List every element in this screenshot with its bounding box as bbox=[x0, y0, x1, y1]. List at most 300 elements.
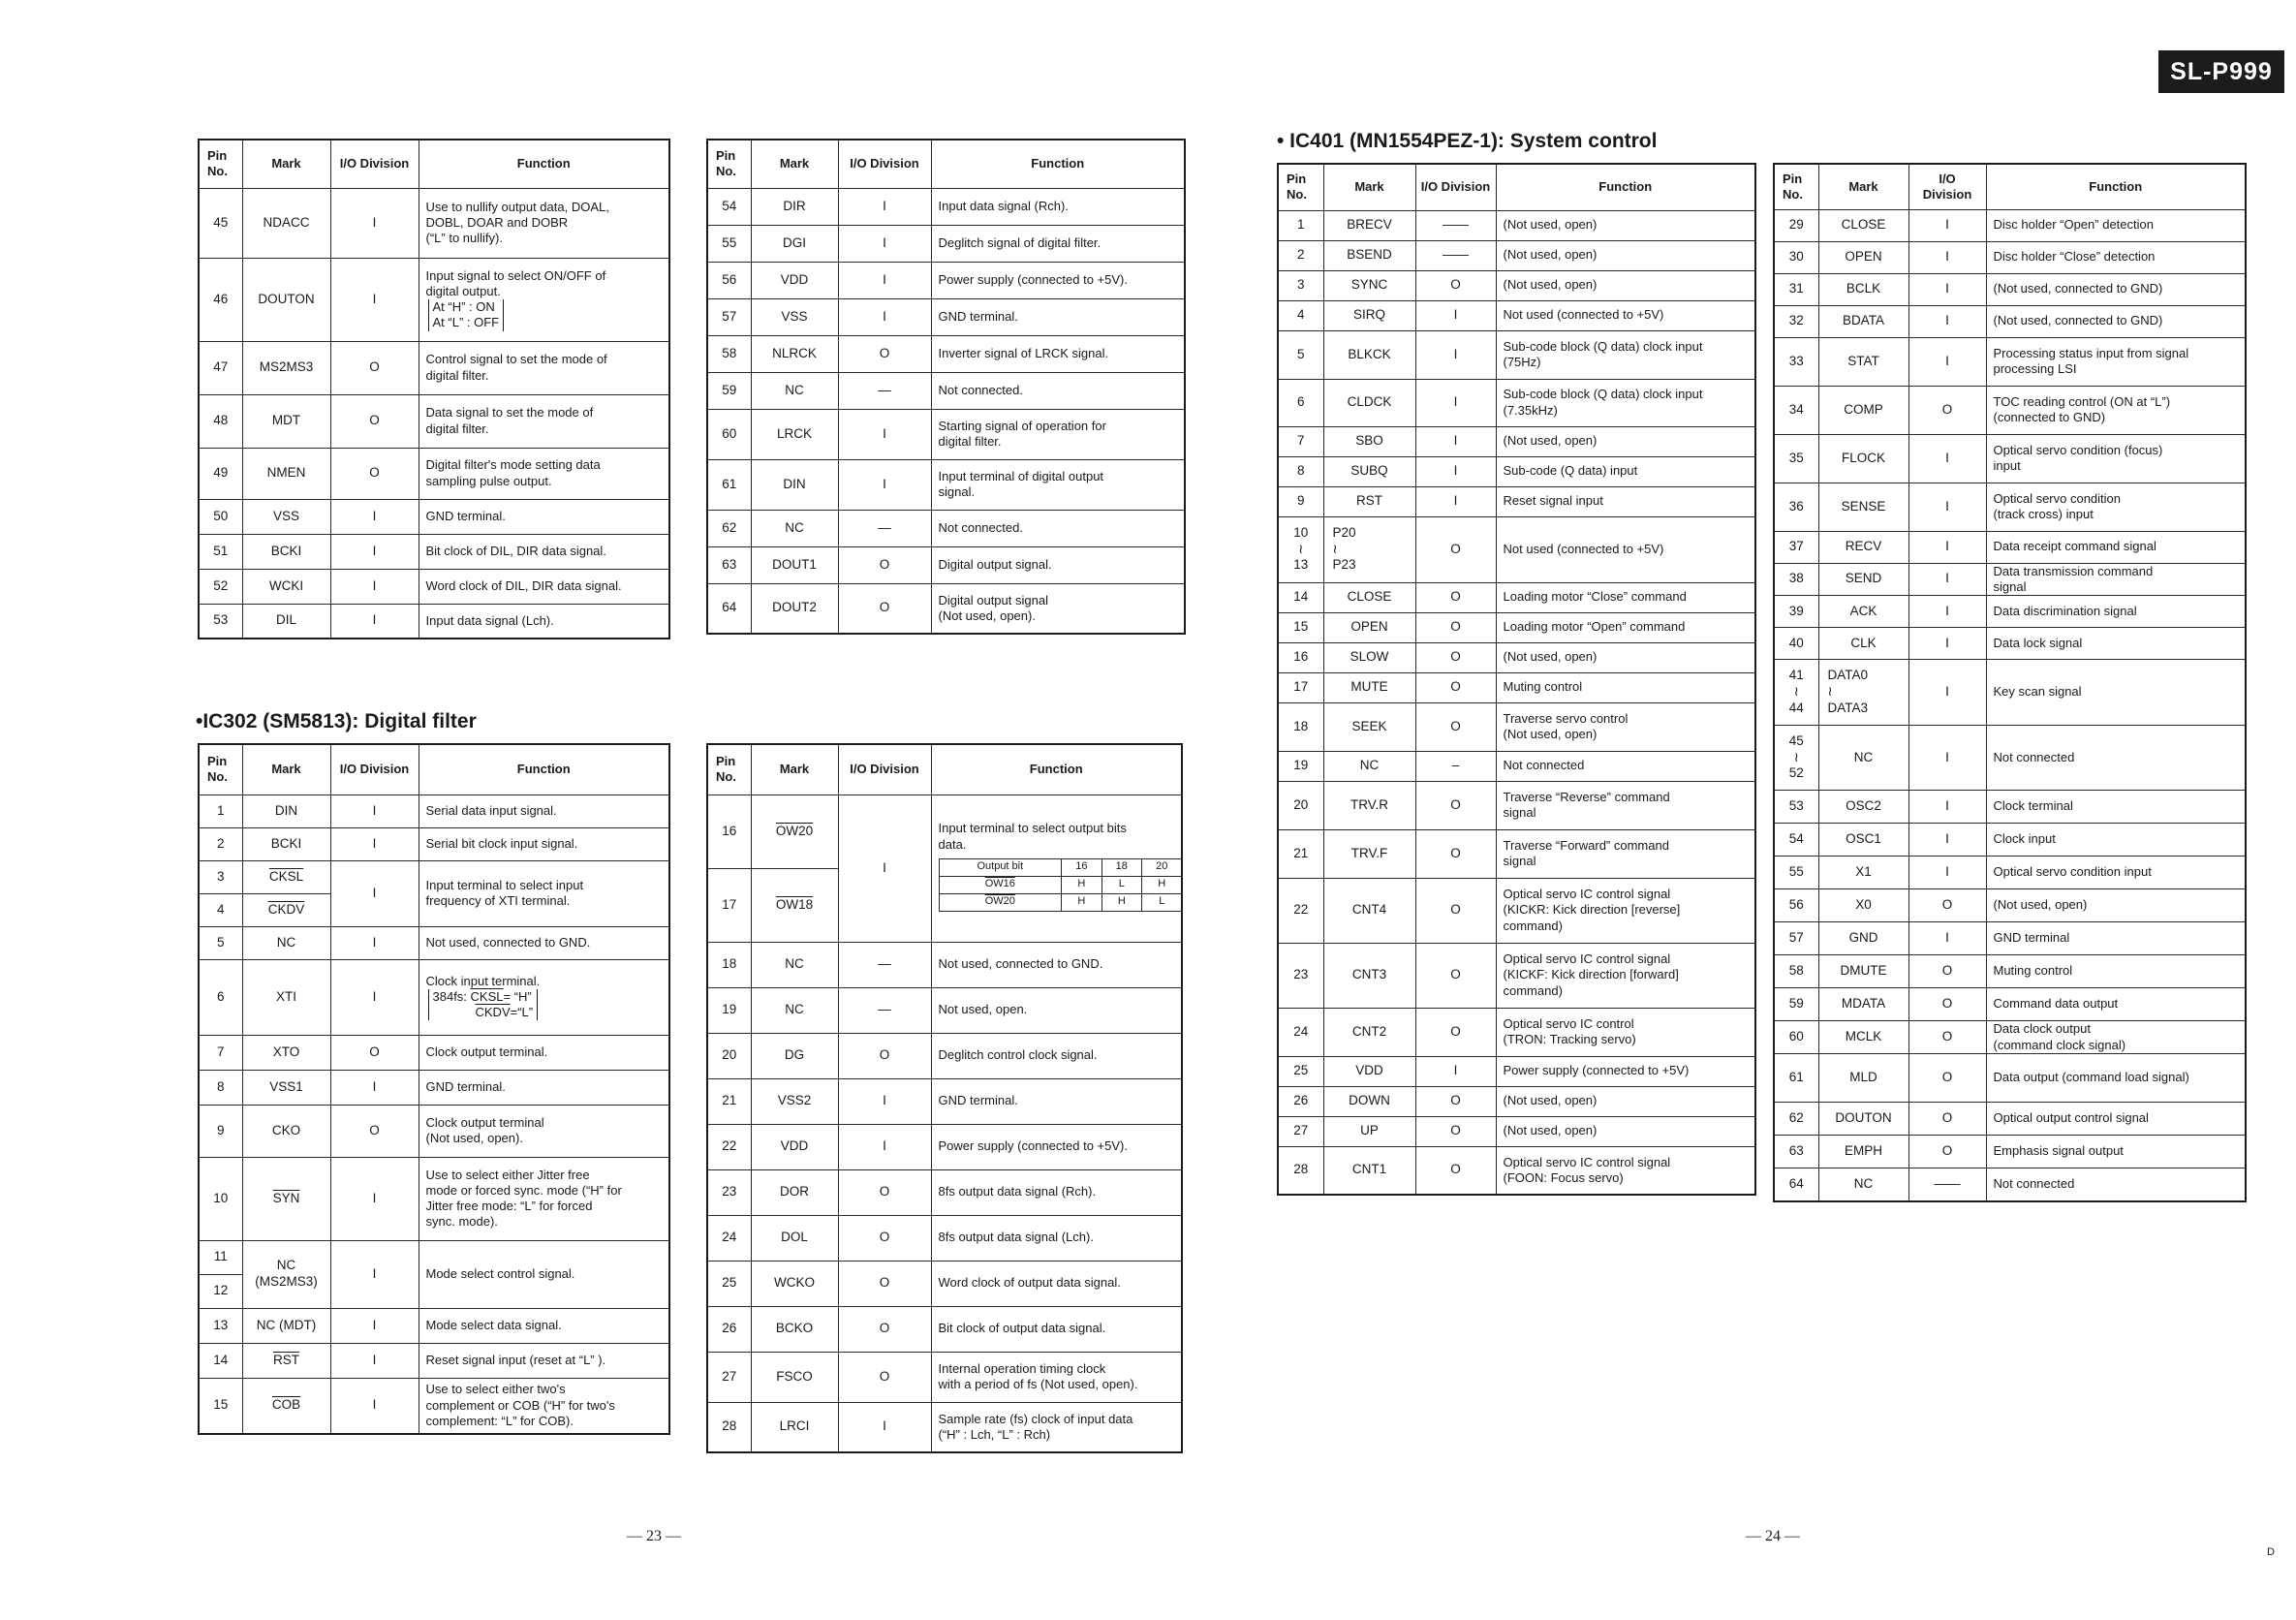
pin-number: 5 bbox=[1296, 346, 1305, 361]
table-body bbox=[1278, 210, 1755, 1195]
io-cell bbox=[330, 959, 419, 1035]
pin-cell bbox=[1278, 210, 1323, 240]
pin-cell bbox=[1278, 1116, 1323, 1146]
io-value: O bbox=[1941, 1029, 1953, 1044]
mark-label: ACK bbox=[1849, 603, 1877, 618]
function-cell bbox=[1496, 612, 1755, 642]
pin-number: 27 bbox=[722, 1368, 737, 1384]
function-cell bbox=[931, 510, 1185, 546]
mark-cell bbox=[1818, 209, 1908, 241]
function-line: Use to nullify output data, DOAL, bbox=[425, 199, 609, 214]
function-cell bbox=[1986, 1168, 2246, 1201]
pin-cell bbox=[707, 409, 751, 459]
pin-cell bbox=[1774, 241, 1818, 273]
table-row bbox=[1774, 596, 2246, 628]
mark-label: DIN bbox=[274, 802, 298, 818]
pin-cell bbox=[199, 534, 242, 569]
function-line: Inverter signal of LRCK signal. bbox=[938, 345, 1109, 360]
function-line: Not connected bbox=[1503, 758, 1585, 773]
pin-cell bbox=[1774, 726, 1818, 791]
function-cell bbox=[1986, 1136, 2246, 1168]
table-row bbox=[1774, 955, 2246, 988]
table-row bbox=[1278, 1146, 1755, 1195]
table-row bbox=[707, 987, 1182, 1033]
mark-label: DOUTON bbox=[1835, 1110, 1892, 1126]
io-cell bbox=[1908, 1103, 1986, 1136]
pin-cell bbox=[1278, 1008, 1323, 1056]
mark-label: BCKO bbox=[775, 1321, 814, 1336]
function-line: signal. bbox=[938, 484, 976, 499]
io-value: I bbox=[1453, 307, 1458, 323]
pin-number: 4 bbox=[216, 901, 225, 917]
function-line: Traverse “Reverse” command bbox=[1503, 789, 1670, 804]
mark-cell bbox=[1323, 751, 1415, 781]
ic302-title: •IC302 (SM5813): Digital filter bbox=[196, 710, 477, 732]
pin-cell bbox=[199, 860, 242, 893]
mark-cell bbox=[751, 942, 838, 987]
function-line: Power supply (connected to +5V) bbox=[1503, 1063, 1690, 1078]
io-value: O bbox=[1450, 541, 1461, 556]
pin-cell bbox=[1774, 1021, 1818, 1054]
io-cell bbox=[1908, 857, 1986, 889]
io-value: O bbox=[369, 1122, 380, 1137]
output-bit-cell: H bbox=[1142, 876, 1182, 893]
io-cell bbox=[1415, 672, 1496, 702]
pin-cell bbox=[1278, 426, 1323, 456]
output-bit-cell: H bbox=[1101, 893, 1141, 911]
io-value: O bbox=[1450, 589, 1461, 605]
io-cell bbox=[1415, 456, 1496, 486]
io-cell bbox=[1415, 781, 1496, 829]
function-line: Digital filter's mode setting data bbox=[425, 457, 601, 473]
function-line: Control signal to set the mode of bbox=[425, 352, 607, 367]
function-cell bbox=[1986, 824, 2246, 857]
table-row bbox=[199, 188, 669, 258]
mark-cell bbox=[1818, 483, 1908, 531]
pin-cell bbox=[1774, 955, 1818, 988]
pin-cell bbox=[1774, 1168, 1818, 1201]
header-mark: Mark bbox=[242, 140, 330, 188]
function-line: Input terminal to select output bits bbox=[938, 821, 1127, 836]
function-line: (Not used, open) bbox=[1503, 277, 1598, 293]
pin-number: 64 bbox=[722, 600, 737, 615]
table-row bbox=[707, 942, 1182, 987]
pin-number: 22 bbox=[722, 1138, 737, 1154]
function-line: with a period of fs (Not used, open). bbox=[938, 1377, 1138, 1391]
table-row bbox=[707, 372, 1185, 409]
function-line: sampling pulse output. bbox=[425, 473, 552, 488]
io-cell bbox=[838, 794, 931, 942]
io-value: O bbox=[1941, 996, 1953, 1012]
pin-number: 56 bbox=[1788, 897, 1804, 913]
io-value: I bbox=[1453, 433, 1458, 449]
function-cell bbox=[1496, 379, 1755, 426]
function-line: Use to select either Jitter free bbox=[425, 1167, 590, 1182]
table-row bbox=[1278, 486, 1755, 516]
function-line: (KICKR: Kick direction [reverse] bbox=[1503, 902, 1681, 918]
range-tilde: ≀ bbox=[1793, 749, 1799, 764]
function-line: mode or forced sync. mode (“H” for bbox=[425, 1182, 622, 1198]
table-row bbox=[1278, 1116, 1755, 1146]
function-line: Sample rate (fs) clock of input data bbox=[938, 1411, 1133, 1426]
mark-label: MUTE bbox=[1350, 679, 1388, 695]
function-line: (“L” to nullify). bbox=[425, 231, 503, 246]
pin-number: 45 bbox=[213, 214, 229, 230]
table-row bbox=[1278, 781, 1755, 829]
mark-label: BLKCK bbox=[1348, 346, 1391, 361]
pin-cell bbox=[707, 987, 751, 1033]
function-line: Optical servo IC control signal bbox=[1503, 951, 1671, 967]
mark-cell bbox=[1323, 330, 1415, 379]
pin-number: 33 bbox=[1788, 353, 1804, 368]
io-value: O bbox=[1450, 845, 1461, 860]
table-row bbox=[707, 262, 1185, 298]
table-row bbox=[1774, 857, 2246, 889]
mark-label: NC bbox=[1853, 1175, 1874, 1191]
mark-label: CLOSE bbox=[1347, 589, 1392, 605]
io-value: I bbox=[1945, 539, 1949, 554]
io-cell bbox=[838, 987, 931, 1033]
function-cell bbox=[419, 394, 669, 448]
pin-cell bbox=[707, 298, 751, 335]
function-cell bbox=[1496, 1116, 1755, 1146]
function-line: (Not used, open) bbox=[1503, 433, 1598, 449]
mark-cell bbox=[1323, 582, 1415, 612]
pin-number: 6 bbox=[1296, 394, 1305, 410]
table-row bbox=[199, 1035, 669, 1070]
table-row bbox=[1278, 1056, 1755, 1086]
io-cell bbox=[838, 459, 931, 510]
pin-cell bbox=[707, 372, 751, 409]
pin-number: 8 bbox=[1296, 463, 1305, 479]
pin-cell bbox=[1774, 273, 1818, 305]
mark-label: SBO bbox=[1355, 433, 1383, 449]
function-line: Not used (connected to +5V) bbox=[1503, 541, 1664, 556]
io-value: O bbox=[1450, 718, 1461, 733]
function-line: input bbox=[1993, 458, 2021, 473]
table-row bbox=[1774, 824, 2246, 857]
mark-cell bbox=[1323, 642, 1415, 672]
pin-number: 63 bbox=[1788, 1143, 1804, 1159]
function-line: Use to select either two's bbox=[425, 1382, 566, 1397]
pin-number: 50 bbox=[213, 508, 229, 523]
pin-cell bbox=[707, 1078, 751, 1124]
table-row bbox=[1278, 582, 1755, 612]
table-row bbox=[1278, 672, 1755, 702]
function-cell bbox=[1986, 241, 2246, 273]
pin-number: 23 bbox=[1293, 967, 1309, 982]
io-cell bbox=[1415, 829, 1496, 878]
function-line: Optical servo condition bbox=[1993, 490, 2122, 506]
pin-cell bbox=[707, 510, 751, 546]
pin-number: 26 bbox=[722, 1321, 737, 1336]
mark-cell bbox=[1818, 889, 1908, 922]
mark-cell bbox=[1818, 1168, 1908, 1201]
page-number-right: — 24 — bbox=[1746, 1528, 1800, 1544]
function-cell bbox=[419, 1157, 669, 1240]
pin-table-b bbox=[706, 139, 1186, 635]
function-cell bbox=[931, 409, 1185, 459]
mark-cell bbox=[242, 604, 330, 639]
function-cell bbox=[419, 258, 669, 341]
function-cell bbox=[931, 583, 1185, 634]
table-header-row bbox=[1278, 164, 1755, 210]
io-cell bbox=[330, 448, 419, 499]
function-cell bbox=[1986, 209, 2246, 241]
header-function: Function bbox=[1496, 164, 1755, 210]
function-cell bbox=[931, 1261, 1182, 1306]
function-line: Data discrimination signal bbox=[1993, 603, 2137, 618]
io-cell bbox=[838, 298, 931, 335]
function-cell bbox=[931, 188, 1185, 225]
mark-cell bbox=[1818, 824, 1908, 857]
function-cell bbox=[419, 1343, 669, 1378]
function-cell bbox=[931, 225, 1185, 262]
io-cell bbox=[1908, 889, 1986, 922]
table-row bbox=[1278, 829, 1755, 878]
mark-label: VSS bbox=[272, 508, 299, 523]
io-cell bbox=[1908, 824, 1986, 857]
io-value: I bbox=[372, 543, 377, 558]
table-row bbox=[1774, 628, 2246, 660]
io-value: O bbox=[879, 1230, 890, 1245]
mark-label: BDATA bbox=[1842, 313, 1884, 328]
table-row bbox=[1278, 751, 1755, 781]
mark-cell bbox=[242, 534, 330, 569]
output-bit-header-cell: 18 bbox=[1101, 858, 1141, 876]
pin-cell bbox=[707, 1402, 751, 1452]
io-value: I bbox=[883, 308, 886, 324]
mark-cell bbox=[1323, 240, 1415, 270]
table-row bbox=[1774, 922, 2246, 955]
function-line: command) bbox=[1503, 918, 1563, 933]
function-cell bbox=[931, 372, 1185, 409]
function-cell bbox=[1986, 483, 2246, 531]
io-cell bbox=[1908, 726, 1986, 791]
function-line: Traverse “Forward” command bbox=[1503, 837, 1669, 853]
io-cell bbox=[838, 510, 931, 546]
mark-label: NC bbox=[785, 382, 804, 397]
function-line: Loading motor “Open” command bbox=[1503, 619, 1686, 635]
pin-number: 3 bbox=[216, 868, 225, 884]
mark-label: NC bbox=[785, 956, 804, 972]
function-line: Reset signal input bbox=[1503, 493, 1603, 509]
function-line: complement: “L” for COB). bbox=[425, 1413, 574, 1428]
io-value: —— bbox=[1934, 1175, 1961, 1191]
function-cell bbox=[1986, 596, 2246, 628]
mark-cell bbox=[1323, 943, 1415, 1008]
table-row bbox=[1278, 330, 1755, 379]
pin-cell bbox=[1278, 582, 1323, 612]
function-line: (Not used, open). bbox=[425, 1131, 523, 1145]
io-cell bbox=[1908, 386, 1986, 434]
pin-number: 19 bbox=[1293, 758, 1309, 773]
mark-label: $\overline{SYN}$ bbox=[272, 1190, 300, 1205]
mark-cell bbox=[1323, 612, 1415, 642]
pin-cell bbox=[1774, 209, 1818, 241]
pin-number: 52 bbox=[213, 577, 229, 593]
pin-cell bbox=[199, 1157, 242, 1240]
function-line: Sub-code block (Q data) clock input bbox=[1503, 387, 1703, 402]
function-line: Data receipt command signal bbox=[1993, 539, 2156, 554]
mark-cell bbox=[751, 1169, 838, 1215]
table-row bbox=[1278, 943, 1755, 1008]
function-line: Not used (connected to +5V) bbox=[1503, 307, 1664, 323]
condition-bracket bbox=[428, 299, 505, 331]
pin-number: 54 bbox=[1788, 831, 1804, 847]
pin-cell bbox=[1278, 702, 1323, 751]
table-row bbox=[1774, 563, 2246, 596]
io-value: I bbox=[1945, 603, 1949, 618]
function-line: signal bbox=[1503, 805, 1536, 820]
pin-cell bbox=[707, 1124, 751, 1169]
pin-number: 54 bbox=[722, 198, 737, 213]
io-value: I bbox=[372, 885, 377, 900]
io-cell bbox=[330, 1240, 419, 1308]
pin-cell bbox=[1278, 1056, 1323, 1086]
mark-cell bbox=[1323, 300, 1415, 330]
mark-cell bbox=[1818, 305, 1908, 337]
function-line: (“H” : Lch, “L” : Rch) bbox=[938, 1426, 1051, 1442]
mark-cell bbox=[751, 583, 838, 634]
function-line: (Not used, open) bbox=[1503, 727, 1598, 741]
mark-cell bbox=[751, 225, 838, 262]
pin-number: 49 bbox=[213, 465, 229, 481]
function-line: Input terminal to select input bbox=[425, 877, 584, 892]
function-cell bbox=[1986, 726, 2246, 791]
mark-cell bbox=[1818, 596, 1908, 628]
pin-cell bbox=[1278, 486, 1323, 516]
function-cell bbox=[931, 1169, 1182, 1215]
io-value: I bbox=[1945, 450, 1949, 465]
function-line: Disc holder “Close” detection bbox=[1993, 249, 2156, 265]
mark-cell bbox=[242, 1308, 330, 1343]
function-cell bbox=[1496, 943, 1755, 1008]
io-value: I bbox=[1453, 346, 1458, 361]
io-cell bbox=[1908, 337, 1986, 386]
table-header-row bbox=[707, 140, 1185, 188]
pin-cell bbox=[1278, 270, 1323, 300]
table-row bbox=[1774, 988, 2246, 1021]
mark-cell bbox=[751, 188, 838, 225]
io-value: O bbox=[879, 345, 890, 360]
function-cell bbox=[419, 959, 669, 1035]
pin-cell bbox=[707, 868, 751, 942]
pin-cell bbox=[707, 583, 751, 634]
io-value: – bbox=[1451, 758, 1460, 773]
mark-label: XTO bbox=[272, 1044, 300, 1059]
mark-cell bbox=[751, 1261, 838, 1306]
function-cell bbox=[1986, 660, 2246, 726]
io-value: O bbox=[369, 359, 380, 375]
io-cell bbox=[1908, 1021, 1986, 1054]
pin-number: 51 bbox=[213, 543, 229, 558]
function-cell bbox=[419, 188, 669, 258]
function-cell bbox=[931, 262, 1185, 298]
io-cell bbox=[1908, 660, 1986, 726]
mark-label: DG bbox=[784, 1047, 805, 1063]
function-line: Reset signal input (reset at “L” ). bbox=[425, 1352, 606, 1367]
table-row bbox=[1774, 726, 2246, 791]
pin-cell bbox=[1774, 531, 1818, 563]
function-line: Input signal to select ON/OFF of bbox=[425, 267, 606, 283]
pin-number: 60 bbox=[1788, 1029, 1804, 1044]
table-row bbox=[1774, 1103, 2246, 1136]
function-line: Optical servo condition (focus) bbox=[1993, 442, 2163, 457]
function-cell bbox=[931, 794, 1182, 942]
io-value: I bbox=[1453, 493, 1458, 509]
mark-cell bbox=[751, 510, 838, 546]
mark-label: NC bbox=[276, 1258, 296, 1273]
function-line: Not used, connected to GND. bbox=[938, 956, 1103, 972]
function-cell bbox=[931, 1215, 1182, 1261]
function-line: Digital output signal bbox=[938, 592, 1048, 608]
table-row bbox=[707, 510, 1185, 546]
mark-label: OSC2 bbox=[1846, 798, 1881, 814]
mark-label: NC bbox=[1853, 749, 1874, 764]
pin-start: 41 bbox=[1788, 668, 1804, 683]
io-cell bbox=[1908, 791, 1986, 824]
function-line: Input data signal (Rch). bbox=[938, 198, 1069, 213]
pin-number: 37 bbox=[1788, 539, 1804, 554]
io-cell bbox=[1415, 486, 1496, 516]
table-row bbox=[199, 499, 669, 534]
pin-cell bbox=[707, 188, 751, 225]
function-cell bbox=[1986, 857, 2246, 889]
mark-label: CLOSE bbox=[1841, 217, 1886, 233]
io-value: O bbox=[1941, 1110, 1953, 1126]
pin-cell bbox=[199, 926, 242, 959]
pin-cell bbox=[1774, 434, 1818, 483]
mark-label: CNT2 bbox=[1351, 1023, 1387, 1039]
pin-cell bbox=[199, 893, 242, 926]
output-bit-row bbox=[939, 876, 1182, 893]
table-row bbox=[199, 341, 669, 394]
table-row bbox=[1278, 210, 1755, 240]
table-row bbox=[1278, 642, 1755, 672]
pin-number: 34 bbox=[1788, 401, 1804, 417]
mark-label: X1 bbox=[1855, 864, 1872, 880]
io-cell bbox=[1415, 1146, 1496, 1195]
pin-cell bbox=[1774, 988, 1818, 1021]
function-line: Loading motor “Close” command bbox=[1503, 589, 1687, 605]
table-row bbox=[707, 1078, 1182, 1124]
table-row bbox=[199, 794, 669, 827]
function-cell bbox=[1496, 1056, 1755, 1086]
mark-cell bbox=[242, 794, 330, 827]
io-value: I bbox=[1945, 217, 1949, 233]
range-tilde: ≀ bbox=[1793, 684, 1799, 700]
pin-number: 39 bbox=[1788, 603, 1804, 618]
table-row bbox=[1278, 702, 1755, 751]
function-cell bbox=[1496, 582, 1755, 612]
pin-cell bbox=[199, 1343, 242, 1378]
function-line: GND terminal. bbox=[425, 508, 506, 523]
function-line: Serial bit clock input signal. bbox=[425, 835, 578, 851]
mark-label: BSEND bbox=[1347, 247, 1392, 263]
table-row bbox=[1774, 1021, 2246, 1054]
function-line: Not connected. bbox=[938, 382, 1023, 397]
mark-cell bbox=[751, 372, 838, 409]
table-row bbox=[707, 1261, 1182, 1306]
function-cell bbox=[1986, 337, 2246, 386]
pin-number: 31 bbox=[1788, 281, 1804, 296]
table-row bbox=[1774, 209, 2246, 241]
pin-cell bbox=[707, 1306, 751, 1352]
page-number-left: — 23 — bbox=[627, 1528, 681, 1544]
io-value: O bbox=[879, 1047, 890, 1063]
mark-cell bbox=[1323, 1008, 1415, 1056]
